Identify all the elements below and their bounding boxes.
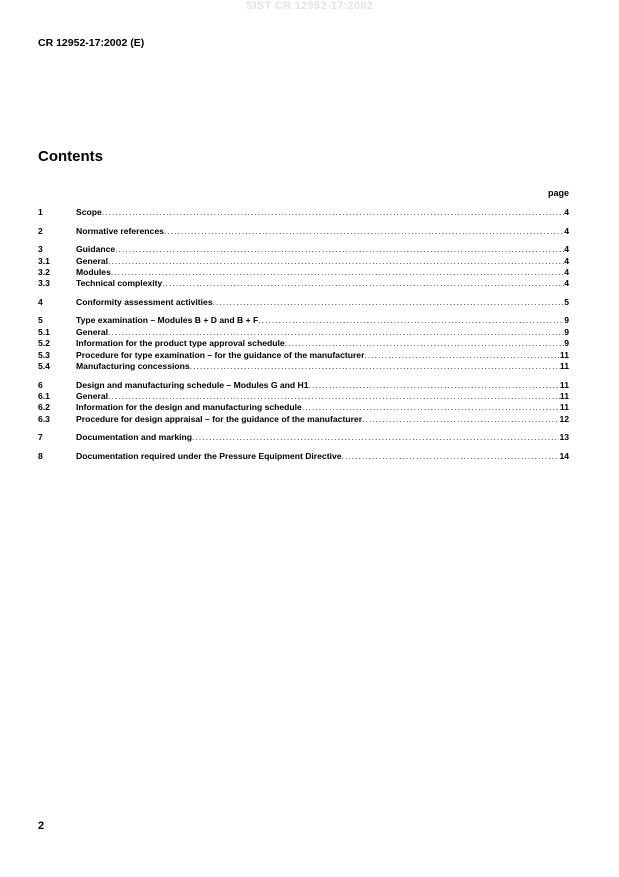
toc-dot-leader xyxy=(108,327,564,338)
toc-dot-leader xyxy=(115,244,564,255)
toc-dot-leader xyxy=(213,297,565,308)
toc-entry-page: 11 xyxy=(559,402,569,413)
toc-entry-title: Technical complexity xyxy=(76,278,163,289)
toc-entry-number: 6.2 xyxy=(38,402,50,413)
toc-dot-leader xyxy=(302,402,560,413)
toc-entry-page: 5 xyxy=(564,296,569,307)
toc-entry-page: 9 xyxy=(564,326,569,337)
toc-entry-page: 4 xyxy=(564,225,569,236)
toc-entry-title: Normative references xyxy=(76,225,164,236)
toc-entry-number: 2 xyxy=(38,225,43,236)
toc-entry[interactable] xyxy=(38,414,569,425)
toc-entry[interactable] xyxy=(38,297,569,308)
toc-entry-number: 5.3 xyxy=(38,349,50,360)
toc-entry-number: 6 xyxy=(38,379,43,390)
toc-entry-number: 5 xyxy=(38,315,43,326)
toc-entry-title: Conformity assessment activities xyxy=(76,296,213,307)
toc-entry-title: Procedure for type examination – for the guidance of the manufacturer xyxy=(76,349,365,360)
toc-dot-leader xyxy=(285,338,565,349)
toc-entry-number: 6.3 xyxy=(38,413,50,424)
toc-dot-leader xyxy=(164,226,564,237)
toc-entry-page: 11 xyxy=(559,379,569,390)
toc-entry-page: 4 xyxy=(564,266,569,277)
toc-entry-number: 5.1 xyxy=(38,326,50,337)
toc-dot-leader xyxy=(192,432,559,443)
toc-entry-title: Documentation required under the Pressure Equipment Directive xyxy=(76,450,342,461)
toc-entry-page: 9 xyxy=(564,338,569,349)
toc-entry-title: General xyxy=(76,391,109,401)
toc-entry[interactable] xyxy=(38,267,569,278)
toc-entry-number: 3.2 xyxy=(38,266,50,277)
toc-entry-number: 8 xyxy=(38,450,43,461)
toc-entry-number: 1 xyxy=(38,206,43,217)
toc-entry-number: 6.1 xyxy=(38,391,50,401)
toc-dot-leader xyxy=(364,350,559,361)
toc-entry-page: 14 xyxy=(559,450,569,461)
toc-entry-number: 3.3 xyxy=(38,278,50,289)
toc-entry-number: 7 xyxy=(38,432,43,443)
toc-entry-page: 11 xyxy=(559,361,569,372)
toc-entry-title: Procedure for design appraisal – for the guidance of the manufacturer xyxy=(76,413,363,424)
toc-entry[interactable] xyxy=(38,244,569,255)
toc-dot-leader xyxy=(108,256,564,267)
toc-entry[interactable] xyxy=(38,451,569,462)
toc-entry[interactable] xyxy=(38,315,569,326)
toc-entry-title: Manufacturing concessions xyxy=(76,361,190,372)
toc-entry-page: 13 xyxy=(559,432,569,443)
toc-entry[interactable] xyxy=(38,256,569,267)
toc-dot-leader xyxy=(102,207,564,218)
toc-entry-page: 11 xyxy=(559,391,569,401)
table-of-contents xyxy=(38,207,569,462)
toc-entry[interactable] xyxy=(38,402,569,413)
toc-dot-leader xyxy=(190,361,560,372)
toc-dot-leader xyxy=(108,391,560,402)
toc-entry[interactable] xyxy=(38,226,569,237)
document-id: CR 12952-17:2002 (E) xyxy=(38,37,145,49)
toc-entry-page: 4 xyxy=(564,206,569,217)
toc-entry-title: Modules xyxy=(76,266,111,277)
toc-dot-leader xyxy=(362,414,559,425)
toc-entry[interactable] xyxy=(38,391,569,402)
toc-entry-title: Information for the design and manufacturing schedule xyxy=(76,402,302,413)
toc-entry[interactable] xyxy=(38,350,569,361)
toc-entry[interactable] xyxy=(38,278,569,289)
toc-entry-title: Guidance xyxy=(76,244,116,255)
toc-entry-title: General xyxy=(76,255,109,266)
toc-dot-leader xyxy=(309,380,560,391)
toc-dot-leader xyxy=(258,315,564,326)
toc-entry-page: 11 xyxy=(559,349,569,360)
toc-entry-page: 12 xyxy=(559,413,569,424)
toc-dot-leader xyxy=(162,278,564,289)
toc-entry-number: 3.1 xyxy=(38,255,50,266)
toc-entry-title: Information for the product type approval schedule xyxy=(76,338,285,349)
toc-dot-leader xyxy=(111,267,564,278)
toc-entry-title: General xyxy=(76,326,109,337)
toc-entry-number: 5.2 xyxy=(38,338,50,349)
toc-entry-page: 4 xyxy=(564,244,569,255)
toc-entry-page: 9 xyxy=(564,315,569,326)
toc-dot-leader xyxy=(342,451,560,462)
toc-entry[interactable] xyxy=(38,361,569,372)
toc-entry-number: 4 xyxy=(38,296,43,307)
toc-entry-title: Documentation and marking xyxy=(76,432,193,443)
toc-entry-title: Scope xyxy=(76,206,102,217)
contents-title: Contents xyxy=(38,148,103,165)
toc-entry[interactable] xyxy=(38,380,569,391)
watermark: SIST CR 12952-17:2002 xyxy=(245,0,374,12)
toc-entry[interactable] xyxy=(38,432,569,443)
toc-entry-page: 4 xyxy=(564,255,569,266)
toc-entry[interactable] xyxy=(38,338,569,349)
page-column-label: page xyxy=(547,188,569,198)
toc-entry[interactable] xyxy=(38,207,569,218)
toc-entry[interactable] xyxy=(38,327,569,338)
toc-entry-title: Design and manufacturing schedule – Modules G and H1 xyxy=(76,379,309,390)
toc-entry-number: 3 xyxy=(38,244,43,255)
page-number: 2 xyxy=(38,820,45,832)
toc-entry-title: Type examination – Modules B + D and B + F xyxy=(76,315,259,326)
toc-entry-page: 4 xyxy=(564,278,569,289)
toc-entry-number: 5.4 xyxy=(38,361,50,372)
